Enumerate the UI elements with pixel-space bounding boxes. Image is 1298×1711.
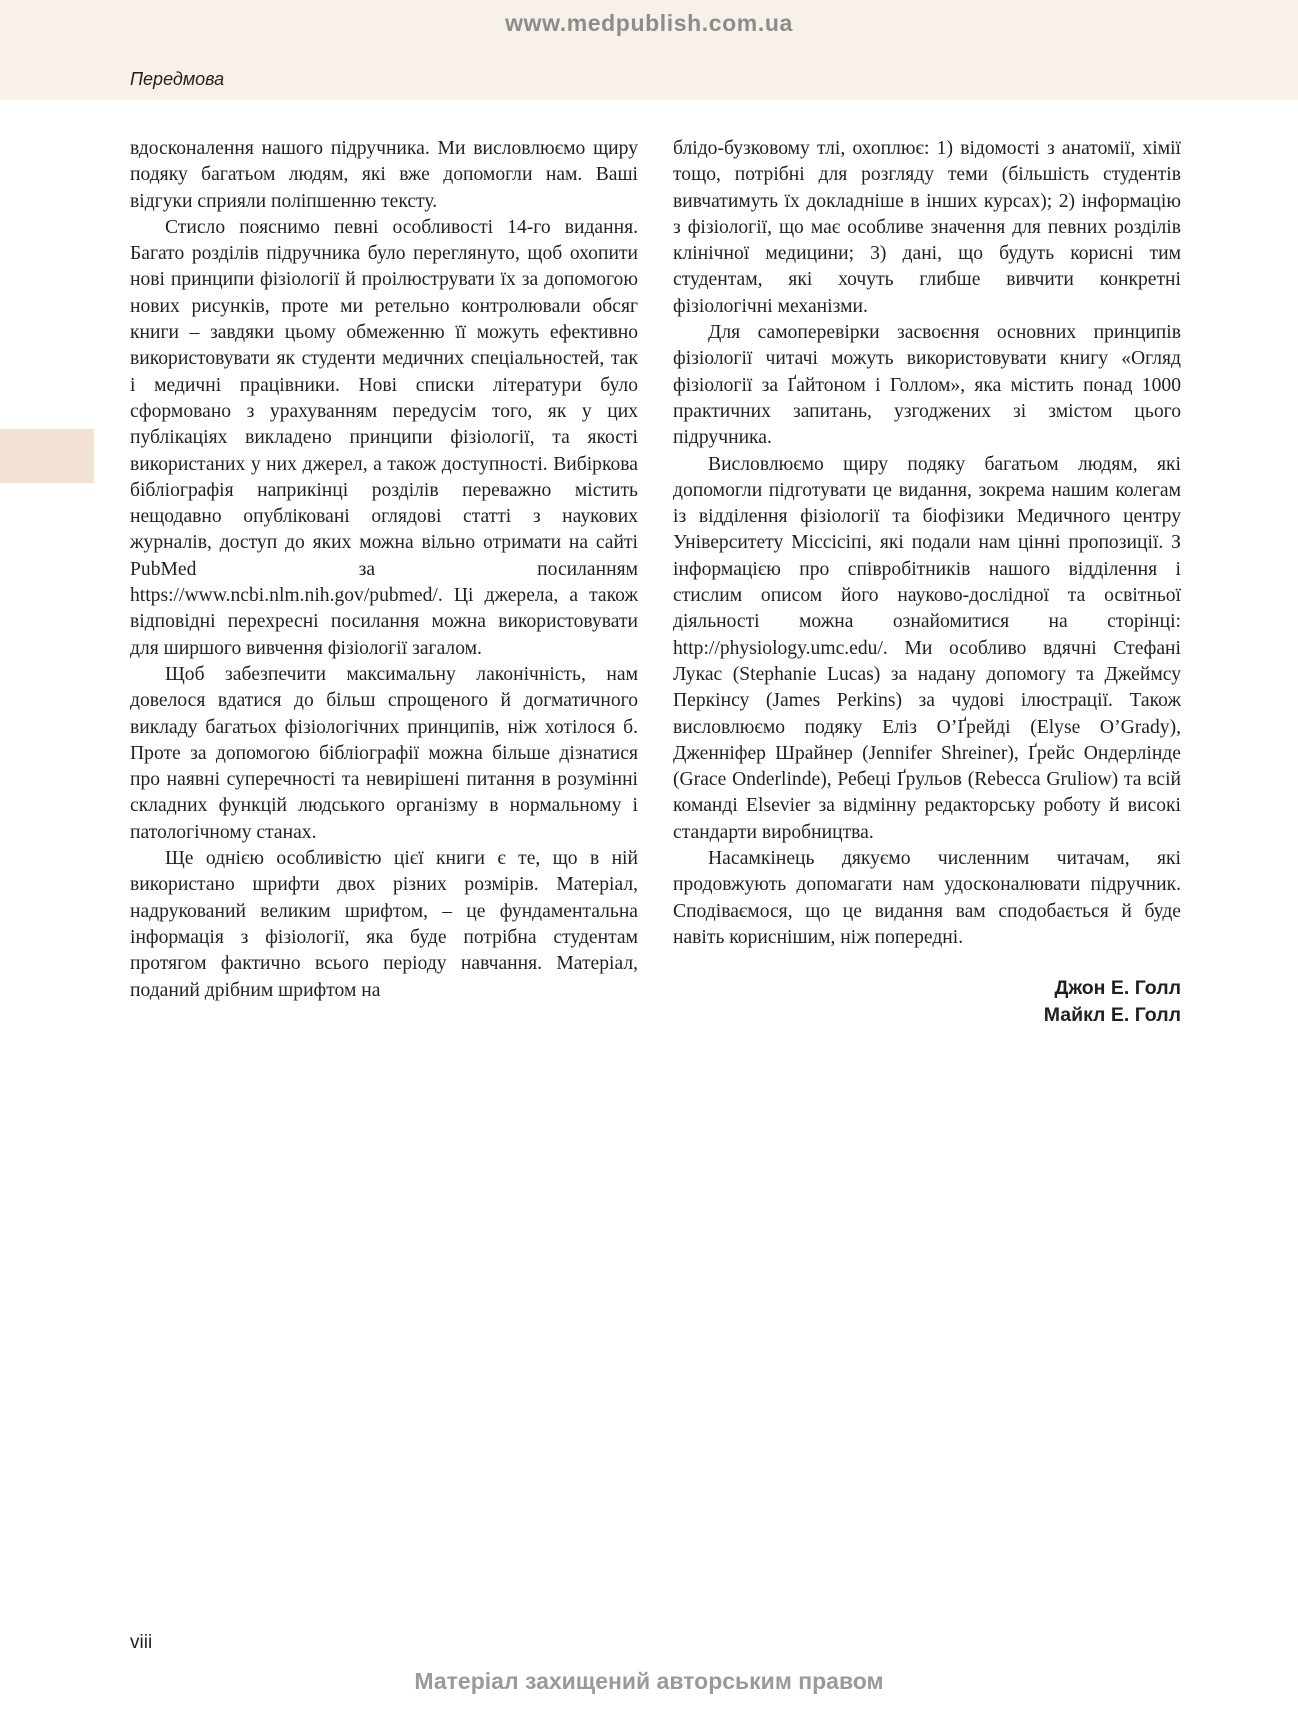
paragraph: Ще однією особливістю цієї книги є те, що в ній використано шрифти двох різних розмірів. Матеріал, надрукований великим шрифтом, – це фундаментальна інформація з фізіології, яка буде потрібна студентам протягом фактично всього періоду навчання. Матеріал, поданий дрібним шрифтом на <box>130 848 638 1001</box>
author-name: Джон Е. Голл <box>1054 977 1181 1000</box>
paragraph: Насамкінець дякуємо численним читачам, які продовжують допомагати нам удосконалювати підручник. Сподіваємося, що це видання вам сподобається й буде навіть кориснішим, ніж попередні. <box>673 848 1181 948</box>
paragraph: Висловлюємо щиру подяку багатьом людям, які допомогли підготувати це видання, зокрема нашим колегам із відділення фізіології та біофізики Медичного центру Університету Міссісіпі, які подали нам цінні пропозиції. З інформацією про співробітників нашого відділення і стислим описом його науково-дослідної та освітньої діяльності можна ознайомитися на сторінці: http://physiology.umc.edu/. Ми особливо вдячні Стефані Лукас (Stephanie Lucas) за надану допомогу та Джеймсу Перкінсу (James Perkins) за чудові ілюстрації. Також висловлюємо подяку Еліз О’Ґрейді (Elyse O’Grady), Дженніфер Шрайнер (Jennifer Shreiner), Ґрейс Ондерлінде (Grace Onderlinde), Ребеці Ґрульов (Rebecca Gruliow) та всій команді Elsevier за відмінну редакторську роботу й високі стандарти виробництва. <box>673 453 1181 843</box>
paragraph: Стисло пояснимо певні особливості 14-го видання. Багато розділів підручника було переглянуто, щоб охопити нові принципи фізіології й проілюструвати їх за допомогою нових рисунків, проте ми ретельно контролювали обсяг книги – завдяки цьому обмеженню її можуть ефективно використовувати як студенти медичних спеціальностей, так і медичні працівники. Нові списки літератури було сформовано з урахуванням передусім того, як у цих публікаціях викладено принципи фізіології, та якості використаних у них джерел, а також доступності. Вибіркова бібліографія наприкінці розділів переважно містить нещодавно опубліковані оглядові статті з наукових журналів, доступ до яких можна вільно отримати на сайті PubMed за посиланням https://www.ncbi.nlm.nih.gov/pubmed/. Ці джерела, а також відповідні перехресні посилання можна використовувати для ширшого вивчення фізіології загалом. <box>130 216 638 659</box>
author-signatures <box>673 975 1181 1029</box>
author-name: Майкл Е. Голл <box>1043 1004 1181 1027</box>
paragraph: Для самоперевірки засвоєння основних принципів фізіології читачі можуть використовувати книгу «Огляд фізіології за Ґайтоном і Голлом», яка містить понад 1000 практичних запитань, узгоджених зі змістом цього підручника. <box>673 322 1181 449</box>
page-number: viii <box>130 1632 153 1653</box>
right-column <box>673 136 1181 1029</box>
running-head: Передмова <box>130 69 225 89</box>
paragraph: Щоб забезпечити максимальну лаконічність, нам довелося вдатися до більш спрощеного й догматичного викладу багатьох фізіологічних принципів, ніж хотілося б. Проте за допомогою бібліографії можна більше дізнатися про наявні суперечності та невирішені питання в розумінні складних функцій людського організму в нормальному і патологічному станах. <box>130 663 638 843</box>
paragraph: вдосконалення нашого підручника. Ми висловлюємо щиру подяку багатьом людям, які вже допомогли нам. Ваші відгуки сприяли поліпшенню тексту. <box>130 138 638 212</box>
chapter-side-tab <box>0 429 94 483</box>
paragraph: блідо-бузковому тлі, охоплює: 1) відомості з анатомії, хімії тощо, потрібні для розгляду теми (більшість студентів вивчатимуть їх докладніше в інших курсах); 2) інформацію з фізіології, що має особливе значення для певних розділів клінічної медицини; 3) дані, що будуть корисні тим студентам, які хочуть глибше вивчити конкретні фізіологічні механізми. <box>673 138 1181 317</box>
left-column <box>130 136 638 1004</box>
site-url: www.medpublish.com.ua <box>505 10 793 36</box>
copyright-notice: Матеріал захищений авторським правом <box>414 1668 884 1694</box>
